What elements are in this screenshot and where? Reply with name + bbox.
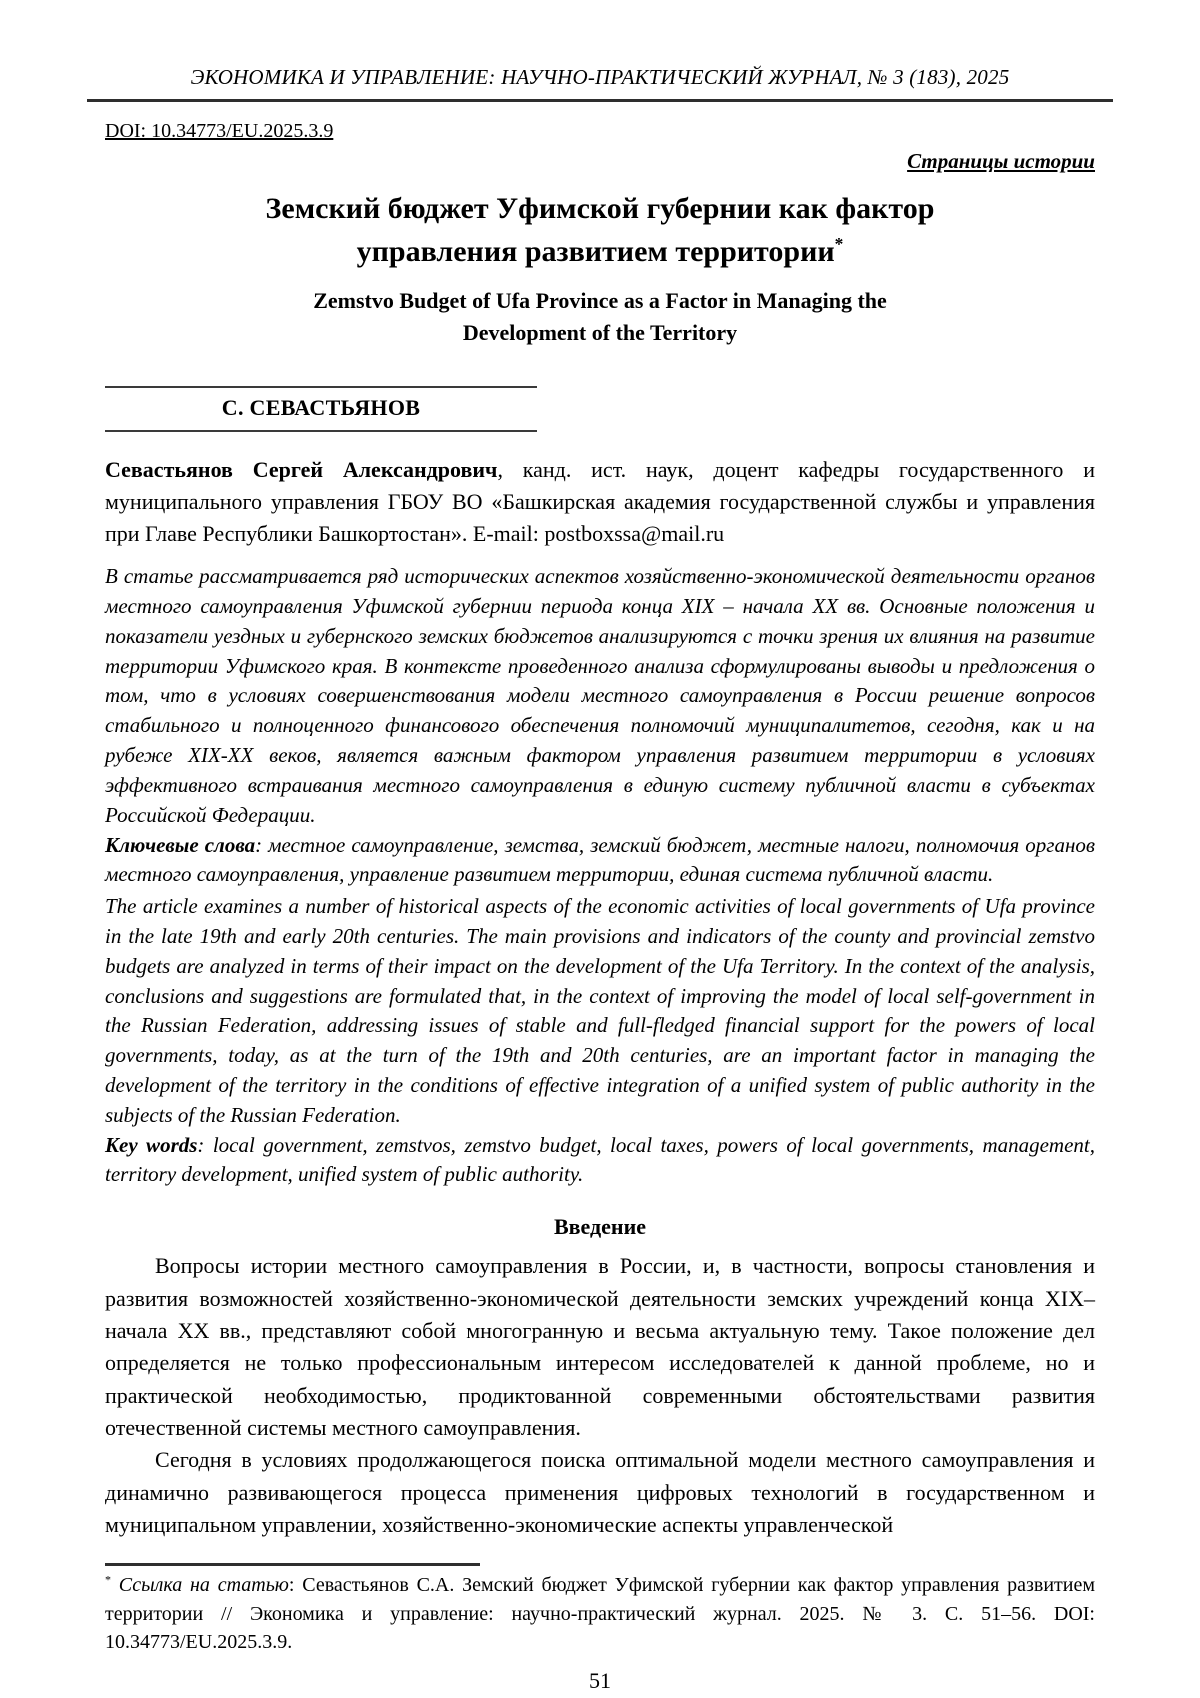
author-rule-bottom [105, 430, 537, 432]
header-rule [87, 99, 1113, 102]
author-box [105, 386, 537, 432]
abstract-en: The article examines a number of historical aspects of the economic activities of local governments of Ufa province in the late 19th and early 20th centuries. The main provisions and indicators of the county and provincial zemstvo budgets are analyzed in terms of their impact on the development of the Ufa Territory. In the context of the analysis, conclusions and suggestions are formulated that, in the context of improving the model of local self-government in the Russian Federation, addressing issues of stable and full-fledged financial support for the powers of local governments, today, as at the turn of the 19th and 20th centuries, are an important factor in managing the development of the territory in the conditions of effective integration of a unified system of public authority in the subjects of the Russian Federation. [105, 894, 1095, 1127]
doi-row [105, 120, 1095, 143]
intro-heading: Введение [553, 1214, 647, 1240]
footnote-label: Ссылка на статью [118, 1574, 289, 1597]
keywords-ru-label: Ключевые слова [105, 832, 256, 857]
footnote-separator [105, 1563, 480, 1566]
page-number: 51 [589, 1668, 611, 1694]
intro-paragraph-1: Вопросы истории местного самоуправления в России, и, в частности, вопросы становления и развития возможностей хозяйственно-экономической деятельности земских учреждений конца XIX–начала XX вв., представляют собой многогранную и весьма актуальную тему. Такое положение дел определяется не только профессиональным интересом исследователей к данной проблеме, но и практической необходимостью, продиктованной современными обстоятельствами развития отечественной системы местного самоуправления. [105, 1253, 1095, 1440]
author-display-name: С. СЕВАСТЬЯНОВ [221, 394, 421, 420]
intro-paragraph-2: Сегодня в условиях продолжающегося поиска оптимальной модели местного самоуправления и динамично развивающегося процесса применения цифровых технологий в государственном и муниципальном управлении, хозяйственно-экономические аспекты управленческой [105, 1447, 1095, 1537]
journal-header-title: ЭКОНОМИКА И УПРАВЛЕНИЕ: НАУЧНО-ПРАКТИЧЕСКИЙ ЖУРНАЛ, № 3 (183), 2025 [190, 65, 1010, 89]
author-email: postboxssa@mail.ru [544, 521, 725, 547]
keywords-en-text: : local government, zemstvos, zemstvo budget, local taxes, powers of local governments, management, territory development, unified system of public authority. [105, 1132, 1096, 1187]
author-info [105, 454, 1095, 550]
footnote-marker: * [105, 1572, 111, 1587]
keywords-en [105, 1131, 1095, 1191]
abstract-ru: В статье рассматривается ряд исторических аспектов хозяйственно-экономической деятельности органов местного самоуправления Уфимской губернии периода конца XIX – начала XX вв. Основные положения и показатели уездных и губернского земских бюджетов анализируются с точки зрения их влияния на развитие территории Уфимского края. В контексте проведенного анализа сформулированы выводы и предложения о том, что в условиях совершенствования модели местного самоуправления в России решение вопросов стабильного и полноценного финансового обеспечения полномочий муниципалитетов, сегодня, как и на рубеже XIX-XX веков, является важным фактором управления развитием территории в условиях эффективного встраивания местного самоуправления в единую систему публичной власти в субъектах Российской Федерации. [105, 564, 1095, 827]
footnote-text: : Севастьянов С.А. Земский бюджет Уфимской губернии как фактор управления развитием территории // Экономика и управление: научно-практический журнал. 2025. № 3. С. 51–56. DOI: 10.34773/EU.2025.3.9. [105, 1574, 1095, 1654]
author-full-name: Севастьянов Сергей Александрович [105, 456, 498, 482]
footnote [105, 1571, 1095, 1656]
keywords-en-label: Key words [105, 1132, 198, 1157]
doi-link[interactable]: DOI: 10.34773/EU.2025.3.9 [105, 120, 334, 143]
keywords-ru [105, 831, 1095, 891]
keywords-ru-text: : местное самоуправление, земства, земский бюджет, местные налоги, полномочия органов местного самоуправления, управление развитием территории, единая система публичной власти. [105, 832, 1095, 887]
article-title-ru [200, 188, 1000, 273]
article-title-ru-text: Земский бюджет Уфимской губернии как фактор управления развитием территории [265, 192, 935, 268]
article-title-en: Zemstvo Budget of Ufa Province as a Factor in Managing the Development of the Territory [313, 288, 887, 345]
author-info-text: , канд. ист. наук, доцент кафедры государственного и муниципального управления ГБОУ ВО «Башкирская академия государственной службы и управления при Главе Республики Башкортостан». E-mail: [105, 456, 1096, 547]
section-row [105, 149, 1095, 174]
title-footnote-marker: * [834, 233, 844, 254]
section-label: Страницы истории [907, 149, 1095, 174]
